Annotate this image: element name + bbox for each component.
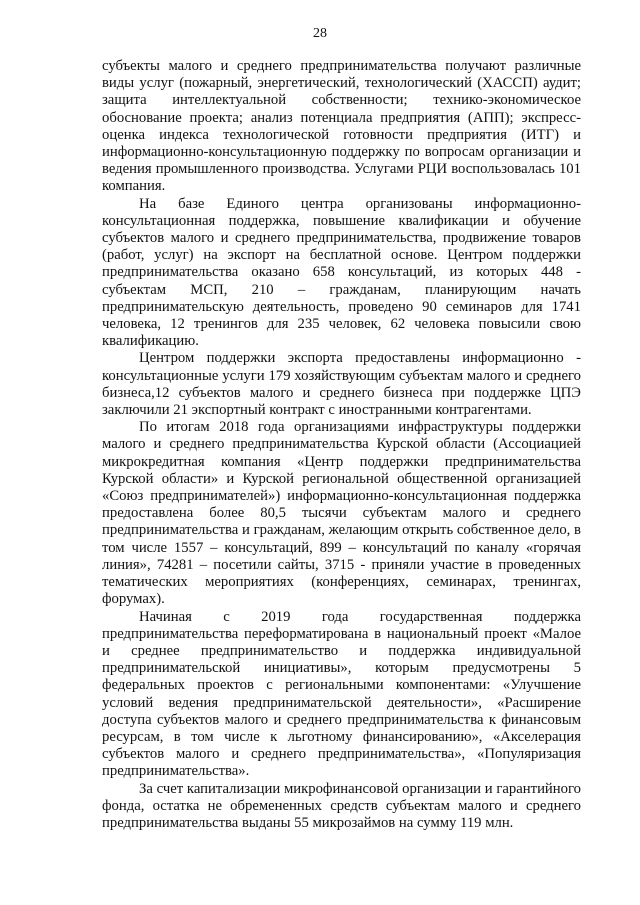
paragraph-2018-results: По итогам 2018 года организациями инфраструктуры поддержки малого и среднего предпринимательства Курской области (Ассоциацией микрокредитная компания «Центр поддержки предпринимательства Курской области» и Курской региональной общественной организацией «Союз предпринимателей») информационно-консультационная поддержка предоставлена более 80,5 тысячи субъектам малого и среднего предпринимательства и гражданам, желающим открыть собственное дело, в том числе 1557 – консультаций, 899 – консультаций по каналу «горячая линия», 74281 – посетили сайты, 3715 - приняли участие в проведенных тематических мероприятиях (конференциях, семинарах, тренингах, форумах).: [102, 419, 581, 608]
paragraph-export-center: Центром поддержки экспорта предоставлены информационно - консультационные услуги 179 хозяйствующим субъектам малого и среднего бизнеса,12 субъектов малого и среднего бизнеса при поддержке ЦПЭ заключили 21 экспортный контракт с иностранными контрагентами.: [102, 350, 581, 419]
page-number: 28: [313, 26, 327, 41]
document-body: [102, 58, 581, 832]
paragraph-continuation: субъекты малого и среднего предпринимательства получают различные виды услуг (пожарный, энергетический, технологический (ХАССП) аудит; защита интеллектуальной собственности; технико-экономическое обоснование проекта; анализ потенциала предприятия (АПП); экспресс-оценка индекса технологической готовности предприятия (ИТГ) и информационно-консультационную поддержку по вопросам организации и ведения промышленного производства. Услугами РЦИ воспользовалась 101 компания.: [102, 58, 581, 195]
paragraph-unified-center: На базе Единого центра организованы информационно-консультационная поддержка, повышение квалификации и обучение субъектов малого и среднего предпринимательства, продвижение товаров (работ, услуг) на экспорт на бесплатной основе. Центром поддержки предпринимательства оказано 658 консультаций, из которых 448 - субъектам МСП, 210 – гражданам, планирующим начать предпринимательскую деятельность, проведено 90 семинаров для 1741 человека, 12 тренингов для 235 человек, 62 человека повысили свою квалификацию.: [102, 195, 581, 350]
paragraph-microloans: За счет капитализации микрофинансовой организации и гарантийного фонда, остатка не обремененных средств субъектам малого и среднего предпринимательства выданы 55 микрозаймов на сумму 119 млн.: [102, 780, 581, 831]
paragraph-national-project: Начиная с 2019 года государственная поддержка предпринимательства переформатирована в национальный проект «Малое и среднее предпринимательство и поддержка индивидуальной предпринимательской инициативы», которым предусмотрены 5 федеральных проектов с региональными компонентами: «Улучшение условий ведения предпринимательской деятельности», «Расширение доступа субъектов малого и среднего предпринимательства к финансовым ресурсам, в том числе к льготному финансированию», «Акселерация субъектов малого и среднего предпринимательства», «Популяризация предпринимательства».: [102, 608, 581, 780]
